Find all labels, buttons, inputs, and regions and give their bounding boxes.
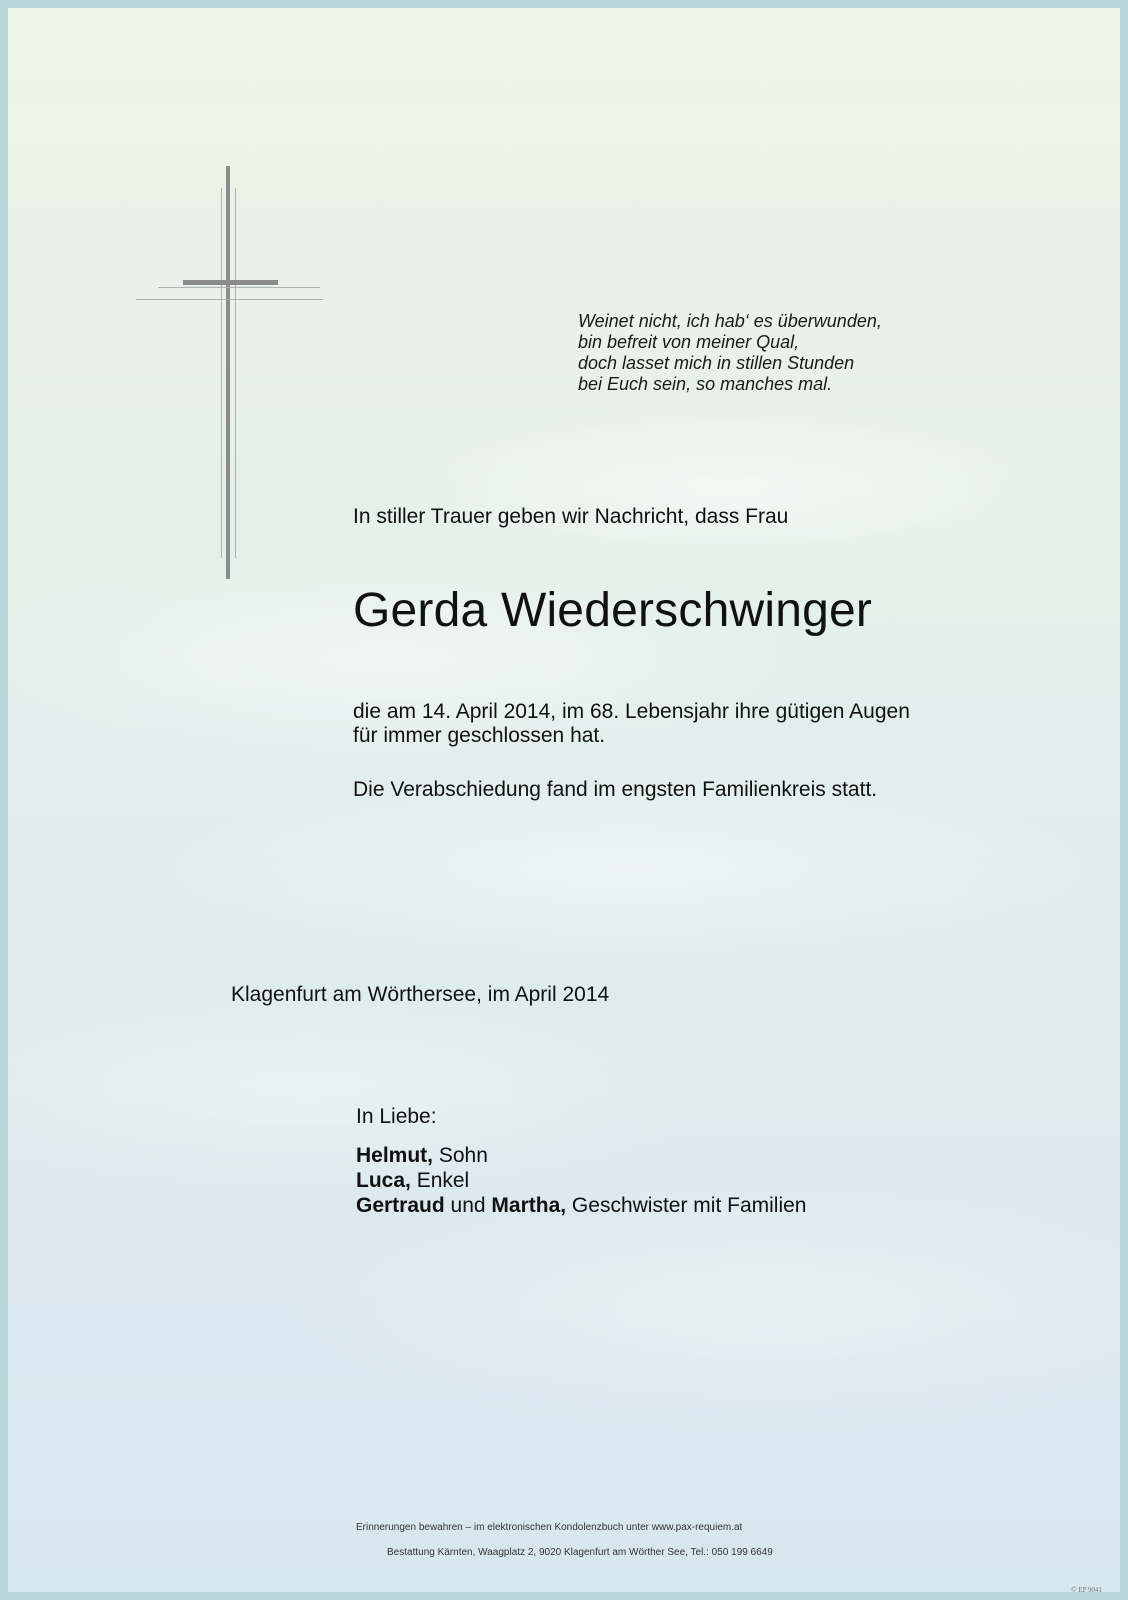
print-code: © EP 9041 [1071,1586,1102,1594]
footer-condolence-link[interactable]: Erinnerungen bewahren – im elektronischen Kondolenzbuch unter www.pax-requiem.at [356,1522,743,1533]
cross-vertical-line-right [235,188,236,558]
mourner-entry [356,1143,806,1168]
mourner-name: Luca, [356,1169,411,1192]
mourner-entry [356,1168,806,1193]
mourner-conjunction: und [444,1194,492,1217]
poem-line: doch lasset mich in stillen Stunden [578,353,855,373]
footer-undertaker-address: Bestattung Kärnten, Waagplatz 2, 9020 Klagenfurt am Wörther See, Tel.: 050 199 6649 [387,1547,773,1558]
cross-vertical-line-left [221,188,222,558]
mourner-name: Martha, [491,1194,567,1217]
cross-vertical-bar [226,166,230,579]
mourners-list [356,1143,806,1218]
deceased-name: Gerda Wiederschwinger [353,584,873,637]
cross-horizontal-line-bottom [136,299,323,300]
poem-line: bin befreit von meiner Qual, [578,332,800,352]
poem [578,311,882,395]
mourner-name: Helmut, [356,1144,434,1167]
poem-line: Weinet nicht, ich hab‘ es überwunden, [578,311,882,331]
farewell-text: Die Verabschiedung fand im engsten Familienkreis statt. [353,778,878,801]
cross-horizontal-line-top [158,287,320,288]
death-notice-line: für immer geschlossen hat. [353,724,606,747]
intro-text: In stiller Trauer geben wir Nachricht, dass Frau [353,505,789,528]
cross-horizontal-bar [183,280,278,285]
mourner-entry [356,1193,806,1218]
mourner-relation: Sohn [433,1144,488,1167]
mourner-relation: Enkel [410,1169,470,1192]
death-notice-line: die am 14. April 2014, im 68. Lebensjahr ihre gütigen Augen [353,700,910,723]
mourners-label: In Liebe: [356,1105,437,1128]
mourner-relation: Geschwister mit Familien [566,1194,807,1217]
poem-line: bei Euch sein, so manches mal. [578,374,833,394]
place-date: Klagenfurt am Wörthersee, im April 2014 [231,983,610,1006]
mourner-name: Gertraud [356,1194,445,1217]
death-notice [353,700,910,748]
